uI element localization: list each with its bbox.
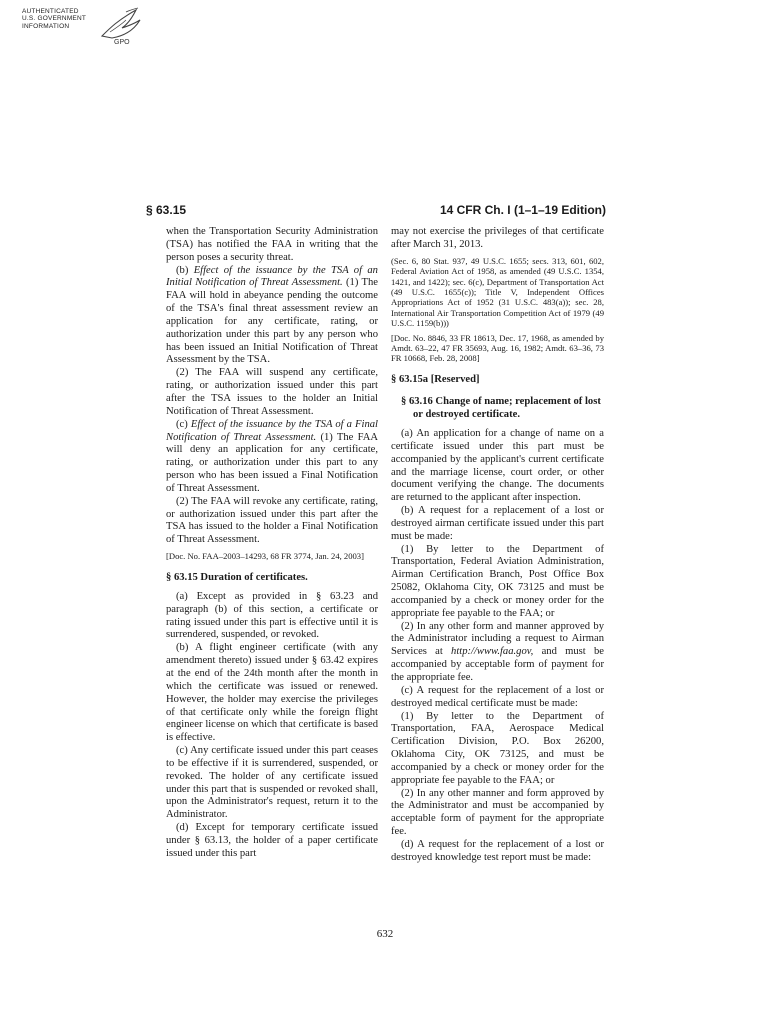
section-heading-63-15: § 63.15 Duration of certificates. (166, 571, 308, 583)
paragraph: (1) By letter to the Department of Transportation, Federal Aviation Administration, Airman Certification Branch, Post Office Box 25082, Oklahoma City, OK 73125 and must be accompanied by a check or money order for the appropriate fee payable to the FAA; or (391, 543, 604, 619)
paragraph: (1) By letter to the Department of Transportation, FAA, Aerospace Medical Certification Division, P.O. Box 26200, Oklahoma City, OK 73125, and must be accompanied by a check or money order for the appropriate fee payable to the FAA; or (391, 710, 604, 786)
seal-gpo-label: GPO (114, 39, 130, 46)
paragraph-heading: Effect of the issuance by the TSA of an Initial Notification of Threat Assessment. (166, 264, 378, 289)
paragraph: (c) Any certificate issued under this part ceases to be effective if it is surrendered, suspended, or revoked. The holder of any certificate issued under this part that is suspended or revoked shall, upon the Administrator's request, return it to the Administrator. (166, 745, 378, 821)
section-heading-63-16: § 63.16 Change of name; replacement of lost or destroyed certificate. (401, 396, 601, 420)
authority-citation: (Sec. 6, 80 Stat. 937, 49 U.S.C. 1655; secs. 313, 601, 602, Federal Aviation Act of 1958, as amended (49 U.S.C. 1354, 1421, and 1422); sec. 6(c), Department of Transportation Act (49 U.S.C. 1655(c)); Title V, Independent Offices Appropriations Act of 1952 (31 U.S.C. 483(a)); sec. 28, International Air Transportation Competition Act of 1979 (49 U.S.C. 1159(b))) (391, 255, 604, 329)
header-section-number: § 63.15 (146, 203, 187, 217)
running-header (146, 203, 606, 217)
left-column (166, 226, 378, 861)
paragraph: may not exercise the privileges of that certificate after March 31, 2013. (391, 226, 604, 250)
paragraph: (d) Except for temporary certificate issued under § 63.13, the holder of a paper certificate issued under this part (166, 822, 378, 859)
paragraph: when the Transportation Security Administration (TSA) has notified the FAA in writing that the person poses a security threat. (166, 226, 378, 263)
seal-text (22, 8, 86, 30)
seal-line-1: AUTHENTICATED (22, 8, 79, 15)
paragraph: (d) A request for the replacement of a lost or destroyed knowledge test report must be made: (391, 838, 604, 863)
header-title: 14 CFR Ch. I (1–1–19 Edition) (439, 203, 606, 217)
paragraph-with-link: (2) In any other form and manner approved by the Administrator including a request to Airman Services at http://www.faa.gov, and must be accompanied by acceptable form of payment for the appropriate fee. (391, 620, 604, 683)
faa-website-link[interactable]: http://www.faa.gov, (451, 646, 534, 658)
citation: [Doc. No. FAA–2003–14293, 68 FR 3774, Jan. 24, 2003] (166, 551, 364, 562)
paragraph-c: (c) Effect of the issuance by the TSA of a Final Notification of Threat Assessment. (1) The FAA will deny an application for any certificate, rating, or authorization under this part to any person who has been issued a Final Notification of Threat Assessment. (166, 418, 379, 494)
gpo-authentication-seal (22, 6, 142, 46)
paragraph: (2) The FAA will suspend any certificate, rating, or authorization issued under this part after the TSA issues to the holder an Initial Notification of Threat Assessment. (166, 367, 378, 417)
paragraph: (c) A request for the replacement of a lost or destroyed medical certificate must be made: (391, 684, 604, 709)
seal-line-2: U.S. GOVERNMENT (22, 15, 87, 23)
paragraph-b: (b) Effect of the issuance by the TSA of an Initial Notification of Threat Assessment. (1) The FAA will hold in abeyance pending the outcome of the TSA's final threat assessment review an application for any certificate, rating, or authorization under this part by any person who has been issued an Initial Notification of Threat Assessment by the TSA. (166, 264, 378, 366)
paragraph-heading: Effect of the issuance by the TSA of a Final Notification of Threat Assessment. (166, 418, 378, 443)
paragraph: (b) A request for a replacement of a lost or destroyed airman certificate issued under this part must be made: (391, 505, 604, 542)
paragraph: (a) Except as provided in § 63.23 and paragraph (b) of this section, a certificate or rating issued under this part is effective until it is surrendered, suspended, or revoked. (166, 590, 378, 641)
eagle-icon (96, 6, 142, 46)
section-heading-63-15a: § 63.15a [Reserved] (391, 373, 480, 385)
right-column (391, 226, 604, 865)
paragraph: (b) A flight engineer certificate (with any amendment thereto) issued under § 63.42 expires at the end of the 24th month after the month in which the certificate was issued or renewed. However, the holder may exercise the privileges of that certificate only while the foreign flight engineer license on which that certificate is based is effective. (166, 642, 378, 744)
page-number: 632 (376, 928, 394, 940)
source-citation: [Doc. No. 8846, 33 FR 18613, Dec. 17, 1968, as amended by Amdt. 63–22, 47 FR 35693, Aug. 16, 1982; Amdt. 63–36, 73 FR 10668, Feb. 28, 2008] (391, 332, 604, 364)
seal-line-3: INFORMATION (22, 22, 70, 30)
paragraph: (2) The FAA will revoke any certificate, rating, or authorization issued under this part after the TSA has issued to the holder a Final Notification of Threat Assessment. (166, 495, 378, 546)
paragraph: (a) An application for a change of name on a certificate issued under this part must be accompanied by the applicant's current certificate and the marriage license, court order, or other document verifying the change. The documents are returned to the applicant after inspection. (391, 427, 604, 504)
paragraph: (2) In any other manner and form approved by the Administrator and must be accompanied by acceptable form of payment for the appropriate fee. (391, 787, 604, 838)
